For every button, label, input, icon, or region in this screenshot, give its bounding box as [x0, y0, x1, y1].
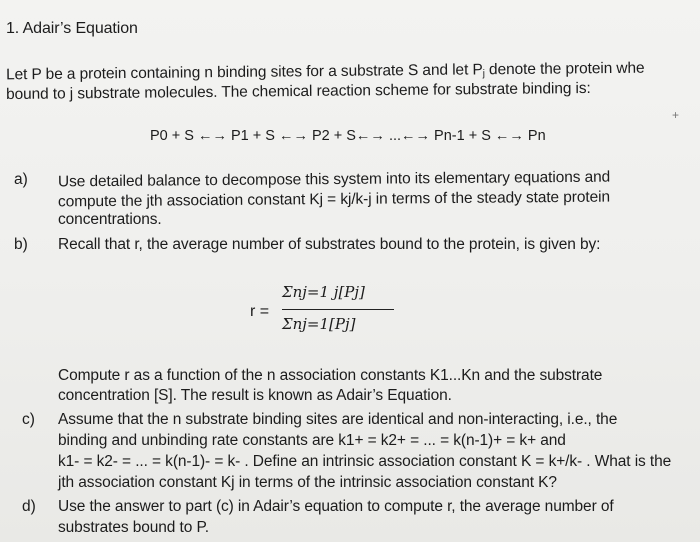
- pencil-mark: +: [672, 108, 680, 122]
- formula-denominator: Σnj=1[Pj]: [282, 315, 356, 333]
- part-c-line-4: jth association constant Kj in terms of the intrinsic association constant K?: [58, 474, 557, 491]
- heading: 1. Adair’s Equation: [6, 20, 138, 37]
- average-bound-formula: [250, 283, 450, 343]
- part-a-line-1: Use detailed balance to decompose this system into its elementary equations and: [57, 168, 611, 191]
- part-b-label: b): [14, 236, 28, 253]
- part-c-line-3: k1- = k2- = ... = k(n-1)- = k- . Define an intrinsic association constant K = k+/k- . What is the: [58, 453, 672, 470]
- part-c-label: c): [22, 411, 35, 428]
- part-c-line-1: Assume that the n substrate binding sites are identical and non-interacting, i.e., the: [58, 411, 618, 428]
- reaction-scheme: P0 + S ←→ P1 + S ←→ P2 + S←→ ...←→ Pn-1 + S ←→ Pn: [150, 128, 546, 144]
- part-a-line-3: concentrations.: [58, 211, 162, 228]
- intro-line-2: bound to j substrate molecules. The chemical reaction scheme for substrate binding is:: [5, 79, 591, 104]
- part-c-line-2: binding and unbinding rate constants are k1+ = k2+ = ... = k(n-1)+ = k+ and: [58, 432, 566, 449]
- fraction-bar: [282, 309, 394, 310]
- part-d-line-1: Use the answer to part (c) in Adair’s equation to compute r, the average number of: [58, 498, 614, 515]
- intro-line-1: Let P be a protein containing n binding sites for a substrate S and let $P_j$ denote the protein whe: [5, 59, 645, 84]
- part-b-after-1: Compute r as a function of the n association constants K1...Kn and the substrate: [58, 367, 603, 384]
- part-a-line-2: compute the jth association constant Kj = kj/k-j in terms of the steady state protein: [57, 188, 611, 211]
- part-b-line-1: Recall that r, the average number of substrates bound to the protein, is given by:: [58, 236, 601, 253]
- part-d-line-2: substrates bound to P.: [58, 519, 209, 536]
- formula-numerator: Σnj=1 j[Pj]: [282, 283, 365, 301]
- formula-lhs: r =: [250, 303, 270, 320]
- part-b-after-2: concentration [S]. The result is known as Adair’s Equation.: [58, 387, 452, 404]
- part-d-label: d): [22, 498, 36, 515]
- part-a-label: a): [14, 171, 28, 188]
